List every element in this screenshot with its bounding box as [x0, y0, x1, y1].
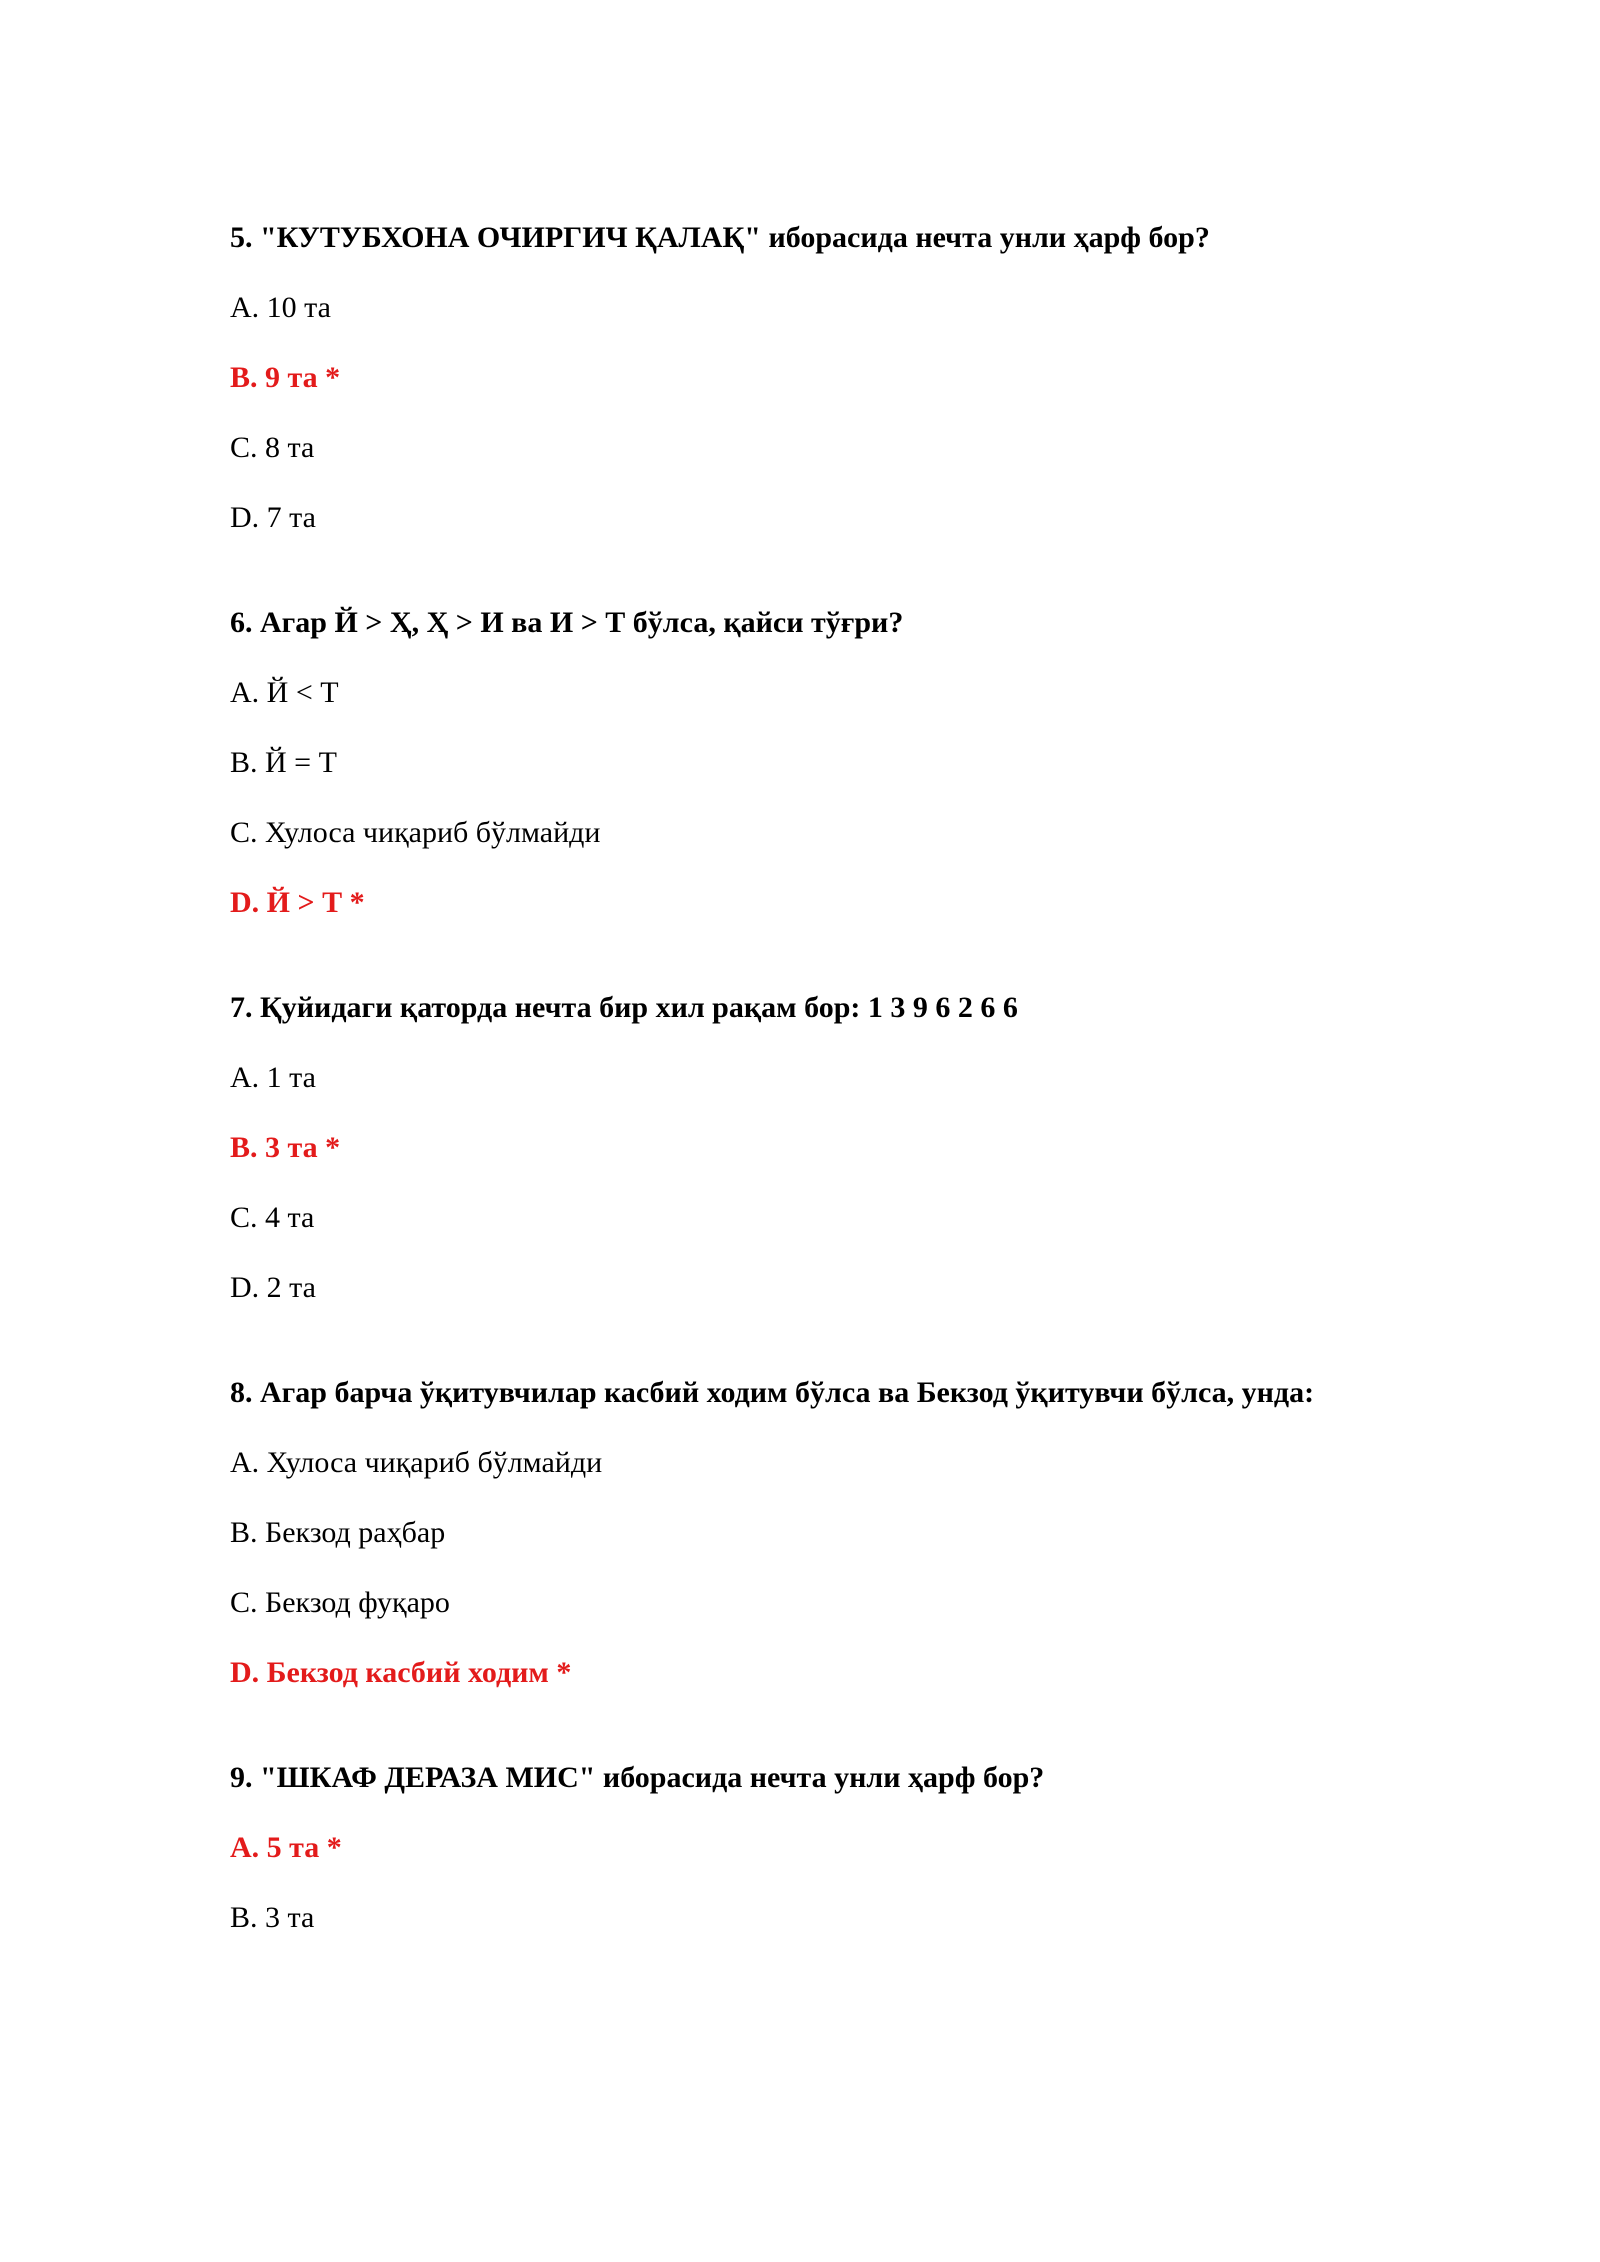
- question-text: 6. Агар Й > Ҳ, Ҳ > И ва И > Т бўлса, қайси тўғри?: [230, 606, 904, 639]
- question-block-9: [230, 1760, 1530, 1936]
- option-a: A. Хулоса чиқариб бўлмайди: [230, 1446, 603, 1479]
- question-block-8: [230, 1375, 1530, 1691]
- option-d: D. 2 та: [230, 1271, 316, 1304]
- option-d: D. 7 та: [230, 501, 316, 534]
- question-text: 7. Қуйидаги қаторда нечта бир хил рақам бор: 1 3 9 6 2 6 6: [230, 991, 1018, 1024]
- option-b: B. Й = Т: [230, 746, 337, 779]
- option-c: C. 8 та: [230, 431, 315, 464]
- question-block-5: [230, 220, 1530, 536]
- option-a: A. 1 та: [230, 1061, 316, 1094]
- question-text: 9. "ШКАФ ДЕРАЗА МИС" иборасида нечта унли ҳарф бор?: [230, 1761, 1045, 1794]
- option-c: C. Бекзод фуқаро: [230, 1586, 450, 1619]
- question-text: 5. "КУТУБХОНА ОЧИРГИЧ ҚАЛАҚ" иборасида нечта унли ҳарф бор?: [230, 221, 1210, 254]
- option-b: B. 3 та: [230, 1901, 315, 1934]
- option-c: C. Хулоса чиқариб бўлмайди: [230, 816, 601, 849]
- option-a-correct: A. 5 та *: [230, 1831, 342, 1864]
- option-a: A. Й < Т: [230, 676, 339, 709]
- question-block-6: [230, 605, 1530, 921]
- option-c: C. 4 та: [230, 1201, 315, 1234]
- option-d-correct: D. Й > Т *: [230, 886, 365, 919]
- document-page: [230, 220, 1530, 1970]
- option-b: B. Бекзод раҳбар: [230, 1516, 446, 1549]
- question-text: 8. Агар барча ўқитувчилар касбий ходим бўлса ва Бекзод ўқитувчи бўлса, унда:: [230, 1376, 1315, 1409]
- option-d-correct: D. Бекзод касбий ходим *: [230, 1656, 572, 1689]
- question-block-7: [230, 990, 1530, 1306]
- option-a: A. 10 та: [230, 291, 331, 324]
- option-b-correct: B. 9 та *: [230, 361, 341, 394]
- option-b-correct: B. 3 та *: [230, 1131, 341, 1164]
